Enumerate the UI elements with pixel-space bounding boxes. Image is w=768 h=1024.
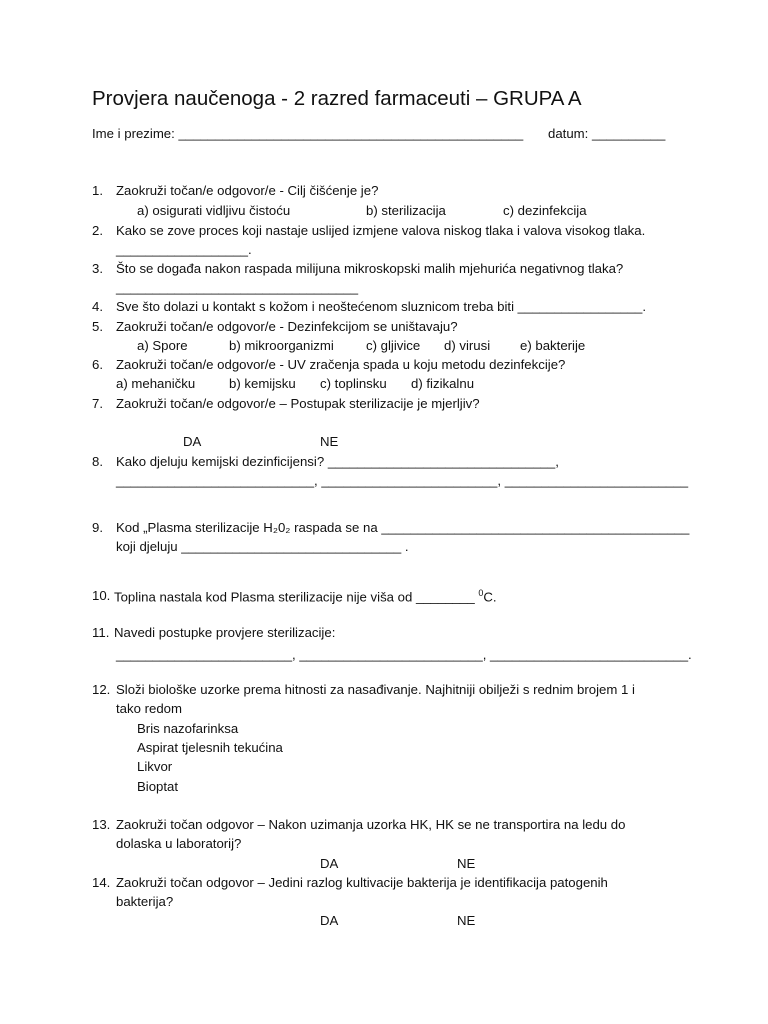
question-number: 5. [92, 319, 103, 334]
question-3-text: Što se događa nakon raspada milijuna mikroskopski malih mjehurića negativnog tlaka? [116, 261, 624, 276]
answer-blank[interactable]: ___________________________, ________________________, _________________________ [116, 473, 689, 488]
q1-option-a[interactable]: a) osigurati vidljivu čistoću [137, 203, 291, 218]
q6-option-c[interactable]: c) toplinsku [320, 376, 387, 391]
answer-ne[interactable]: NE [320, 434, 339, 449]
question-11-text: Navedi postupke provjere sterilizacije: [114, 625, 336, 640]
question-4-text: Sve što dolazi u kontakt s kožom i neoštećenom sluznicom treba biti _________________. [116, 299, 647, 314]
answer-blank[interactable]: _________________________________ [116, 280, 359, 295]
question-10-body: Toplina nastala kod Plasma sterilizacije nije viša od ________ [114, 589, 479, 605]
name-field[interactable]: Ime i prezime: _______________________________________________ [92, 126, 524, 141]
answer-da[interactable]: DA [320, 913, 339, 928]
question-6-text: Zaokruži točan/e odgovor/e - UV zračenja spada u koju metodu dezinfekcije? [116, 357, 566, 372]
list-item: Bioptat [137, 779, 179, 794]
q1-option-c[interactable]: c) dezinfekcija [503, 203, 587, 218]
question-number: 2. [92, 223, 103, 238]
list-item: Aspirat tjelesnih tekućina [137, 740, 283, 755]
question-5-text: Zaokruži točan/e odgovor/e - Dezinfekcijom se uništavaju? [116, 319, 458, 334]
question-number: 11. [92, 625, 110, 640]
q5-option-d[interactable]: d) virusi [444, 338, 491, 353]
question-12-text: Složi biološke uzorke prema hitnosti za nasađivanje. Najhitniji obilježi s rednim brojem 1 i [116, 682, 635, 697]
answer-blank[interactable]: ________________________, _________________________, ___________________________. [116, 647, 692, 662]
question-8-text: Kako djeluju kemijski dezinficijensi? _______________________________, [116, 454, 559, 469]
q5-option-a[interactable]: a) Spore [137, 338, 188, 353]
list-item: Likvor [137, 759, 173, 774]
question-10-text [114, 589, 497, 604]
question-13-text: Zaokruži točan odgovor – Nakon uzimanja uzorka HK, HK se ne transportira na ledu do [116, 817, 626, 832]
question-number: 14. [92, 875, 111, 890]
answer-ne[interactable]: NE [457, 856, 476, 871]
question-12-line2: tako redom [116, 701, 182, 716]
answer-blank[interactable]: __________________. [116, 242, 252, 257]
answer-da[interactable]: DA [183, 434, 202, 449]
question-2-text: Kako se zove proces koji nastaje uslijed izmjene valova niskog tlaka i valova visokog tlaka. [116, 223, 646, 238]
question-number: 4. [92, 299, 103, 314]
list-item: Bris nazofarinksa [137, 721, 239, 736]
date-field[interactable]: datum: __________ [548, 126, 666, 141]
q6-option-d[interactable]: d) fizikalnu [411, 376, 475, 391]
question-14-text: Zaokruži točan odgovor – Jedini razlog kultivacije bakterija je identifikacija patogenih [116, 875, 608, 890]
question-number: 12. [92, 682, 111, 697]
answer-ne[interactable]: NE [457, 913, 476, 928]
question-number: 13. [92, 817, 111, 832]
question-13-line2: dolaska u laboratorij? [116, 836, 242, 851]
question-number: 7. [92, 396, 103, 411]
question-number: 3. [92, 261, 103, 276]
question-number: 6. [92, 357, 103, 372]
page-title: Provjera naučenoga - 2 razred farmaceuti – GRUPA A [92, 87, 582, 110]
answer-blank[interactable]: koji djeluju ______________________________ . [116, 539, 409, 554]
q5-option-c[interactable]: c) gljivice [366, 338, 421, 353]
q1-option-b[interactable]: b) sterilizacija [366, 203, 446, 218]
degree-superscript: 0 [478, 588, 484, 598]
question-number: 1. [92, 183, 103, 198]
question-1-text: Zaokruži točan/e odgovor/e - Cilj čišćenje je? [116, 183, 379, 198]
q6-option-a[interactable]: a) mehaničku [116, 376, 196, 391]
q5-option-e[interactable]: e) bakterije [520, 338, 586, 353]
question-number: 8. [92, 454, 103, 469]
question-9-text: Kod „Plasma sterilizacije H₂0₂ raspada se na __________________________________________ [116, 520, 690, 535]
question-number: 9. [92, 520, 103, 535]
unit-label: C. [483, 589, 497, 605]
question-7-text: Zaokruži točan/e odgovor/e – Postupak sterilizacije je mjerljiv? [116, 396, 480, 411]
q6-option-b[interactable]: b) kemijsku [229, 376, 296, 391]
answer-da[interactable]: DA [320, 856, 339, 871]
q5-option-b[interactable]: b) mikroorganizmi [229, 338, 334, 353]
question-number: 10. [92, 588, 111, 603]
question-14-line2: bakterija? [116, 894, 174, 909]
